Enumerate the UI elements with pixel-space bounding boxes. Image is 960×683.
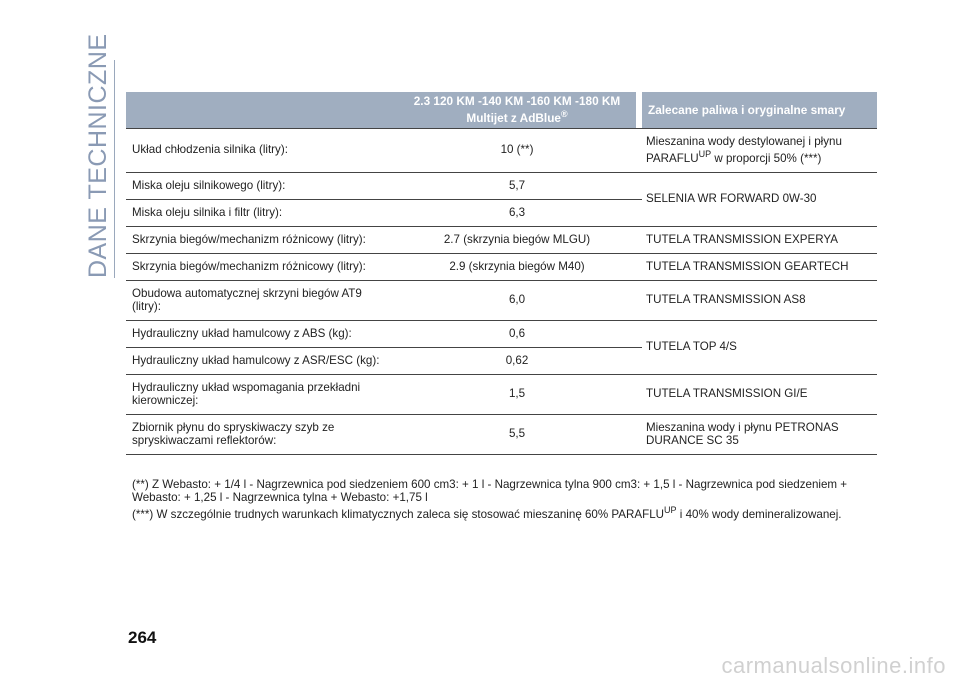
footnotes (132, 478, 877, 521)
row-fluid-line1: Mieszanina wody i płynu PETRONAS (646, 420, 839, 434)
row-value: 1,5 (398, 374, 636, 414)
row-name: Miska oleju silnikowego (litry): (126, 172, 398, 199)
row-value: 0,62 (398, 347, 636, 374)
row-name: Obudowa automatycznej skrzyni biegów AT9 (litry): (126, 280, 398, 320)
row-name: Zbiornik płynu do spryskiwaczy szyb ze spryskiwaczami reflektorów: (126, 414, 398, 454)
table-header-row (126, 92, 877, 129)
row-fluid: TUTELA TRANSMISSION GI/E (642, 374, 877, 414)
row-value: 6,0 (398, 280, 636, 320)
header-engine-line2: Multijet z AdBlue (466, 110, 561, 125)
table-row (126, 414, 877, 454)
section-title-text: DANE TECHNICZNE (84, 33, 112, 278)
row-fluid-shared: TUTELA TOP 4/S (642, 320, 877, 374)
row-name: Skrzynia biegów/mechanizm różnicowy (litry): (126, 226, 398, 253)
row-fluid-sup: UP (698, 149, 712, 159)
section-divider (114, 60, 115, 278)
row-name: Hydrauliczny układ wspomagania przekładni kierowniczej: (126, 374, 398, 414)
header-blank-cell (126, 92, 398, 129)
row-fluid-line2b: w proporcji 50% (***) (714, 151, 822, 165)
header-engine-sup: ® (560, 109, 568, 120)
row-value: 10 (**) (398, 129, 636, 173)
header-engine-line1: 2.3 120 KM -140 KM -160 KM -180 KM (413, 94, 621, 109)
table-row (126, 280, 877, 320)
row-value: 5,5 (398, 414, 636, 454)
row-fluid (642, 414, 877, 454)
row-fluid: TUTELA TRANSMISSION GEARTECH (642, 253, 877, 280)
section-title (82, 33, 112, 278)
row-fluid: TUTELA TRANSMISSION AS8 (642, 280, 877, 320)
table-row (126, 172, 877, 199)
table-row (126, 253, 877, 280)
row-fluid-line1: Mieszanina wody destylowanej i płynu (646, 135, 842, 148)
row-fluid: TUTELA TRANSMISSION EXPERYA (642, 226, 877, 253)
watermark: carmanualsonline.info (721, 653, 946, 678)
footnote-paraflu-a: (***) W szczególnie trudnych warunkach klimatycznych zaleca się stosować mieszaninę 60% PARAFLU (132, 507, 665, 521)
page-number: 264 (128, 628, 157, 647)
row-value: 0,6 (398, 320, 636, 347)
row-fluid (642, 129, 877, 173)
row-value: 5,7 (398, 172, 636, 199)
table-row (126, 374, 877, 414)
footnote-paraflu (132, 504, 877, 521)
row-fluid-line2a: PARAFLU (646, 151, 699, 165)
row-name: Miska oleju silnika i filtr (litry): (126, 199, 398, 226)
capacities-table (126, 92, 877, 455)
table-row (126, 129, 877, 173)
footnote-webasto: (**) Z Webasto: + 1/4 l - Nagrzewnica pod siedzeniem 600 cm3: + 1 l - Nagrzewnica tylna 900 cm3: + 1,5 l - Nagrzewnica pod siedzeniem + Webasto: + 1,25 l - Nagrzewnica tylna + Webasto: +1,75 l (132, 478, 848, 504)
header-engine-line2-wrap (404, 108, 630, 125)
footnote-paraflu-b: i 40% wody demineralizowanej. (676, 507, 842, 521)
row-value: 2.9 (skrzynia biegów M40) (398, 253, 636, 280)
row-fluid-line2 (646, 148, 871, 165)
row-value: 2.7 (skrzynia biegów MLGU) (398, 226, 636, 253)
header-engine (398, 92, 636, 129)
header-recommended: Zalecane paliwa i oryginalne smary (642, 92, 877, 129)
row-fluid-shared: SELENIA WR FORWARD 0W-30 (642, 172, 877, 226)
row-name: Hydrauliczny układ hamulcowy z ASR/ESC (kg): (126, 347, 398, 374)
row-fluid-line2: DURANCE SC 35 (646, 433, 739, 447)
row-value: 6,3 (398, 199, 636, 226)
row-name: Układ chłodzenia silnika (litry): (126, 129, 398, 173)
table-row (126, 226, 877, 253)
row-name: Hydrauliczny układ hamulcowy z ABS (kg): (126, 320, 398, 347)
footnote-paraflu-sup: UP (664, 505, 677, 515)
row-name: Skrzynia biegów/mechanizm różnicowy (litry): (126, 253, 398, 280)
table-row (126, 320, 877, 347)
